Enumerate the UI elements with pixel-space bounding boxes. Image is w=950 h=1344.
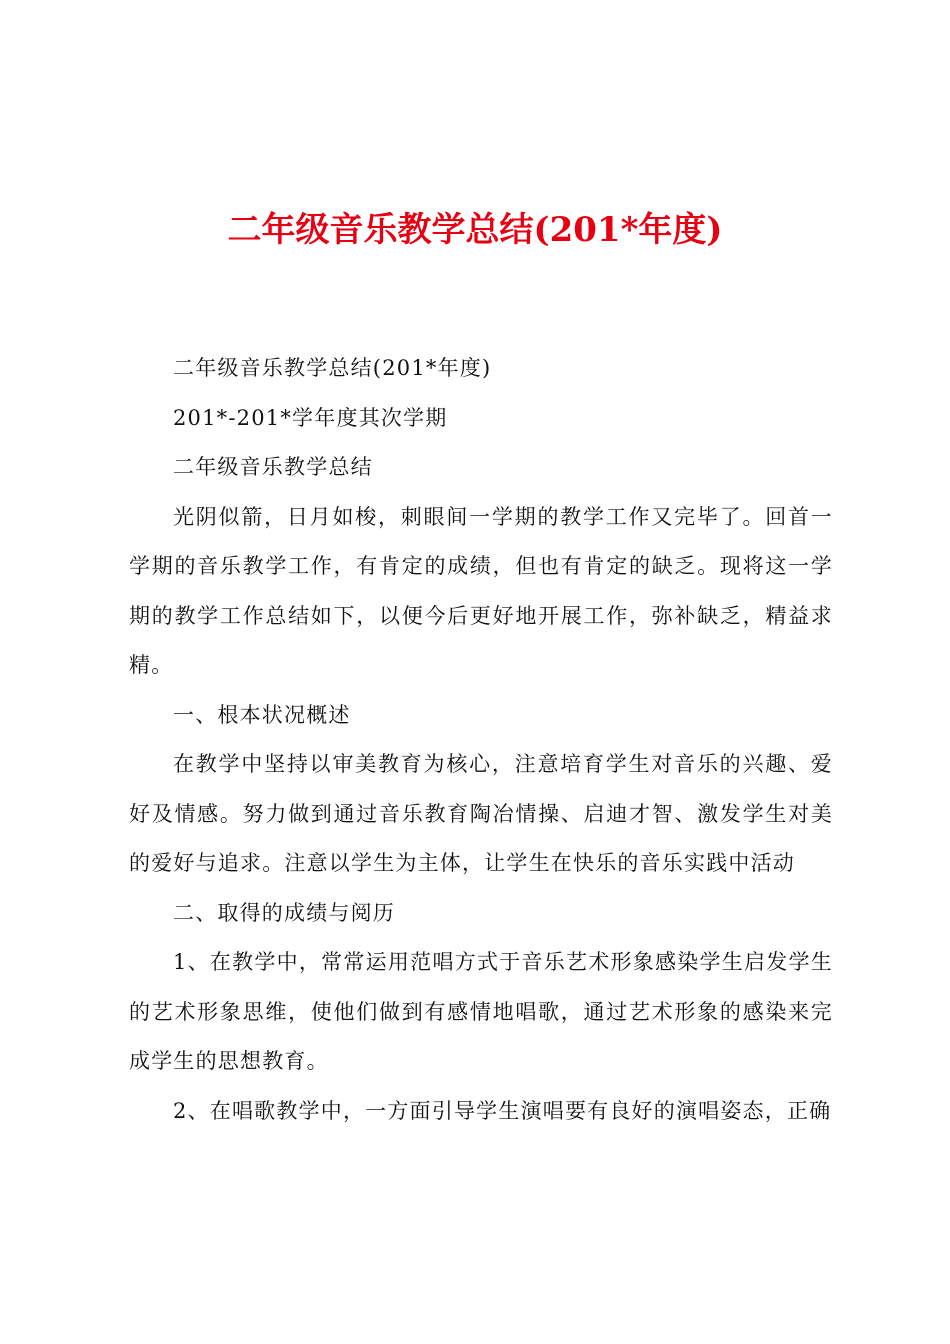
paragraph-subtitle: 二年级音乐教学总结(201*年度) [173,356,492,380]
section-heading-achievements: 二、取得的成绩与阅历 [173,900,395,925]
document-body [129,344,833,1136]
document-title: 二年级音乐教学总结(201*年度) [227,210,723,250]
paragraph-overview: 在教学中坚持以审美教育为核心，注意培育学生对音乐的兴趣、爱好及情感。努力做到通过音乐教育陶冶情操、启迪才智、激发学生对美的爱好与追求。注意以学生为主体，让学生在快乐的音乐实践中活动 [129,752,833,875]
section-heading-overview: 一、根本状况概述 [173,702,351,727]
paragraph-term: 201*-201*学年度其次学期 [173,405,448,430]
paragraph-heading: 二年级音乐教学总结 [173,455,373,479]
paragraph-intro: 光阴似箭，日月如梭，刺眼间一学期的教学工作又完毕了。回首一学期的音乐教学工作，有肯定的成绩，但也有肯定的缺乏。现将这一学期的教学工作总结如下，以便今后更好地开展工作，弥补缺乏，精益求精。 [129,504,833,677]
paragraph-achievement-2: 2、在唱歌教学中，一方面引导学生演唱要有良好的演唱姿态，正确 [173,1098,832,1123]
paragraph-achievement-1: 1、在教学中，常常运用范唱方式于音乐艺术形象感染学生启发学生的艺术形象思维，使他们做到有感情地唱歌，通过艺术形象的感染来完成学生的思想教育。 [129,950,833,1073]
